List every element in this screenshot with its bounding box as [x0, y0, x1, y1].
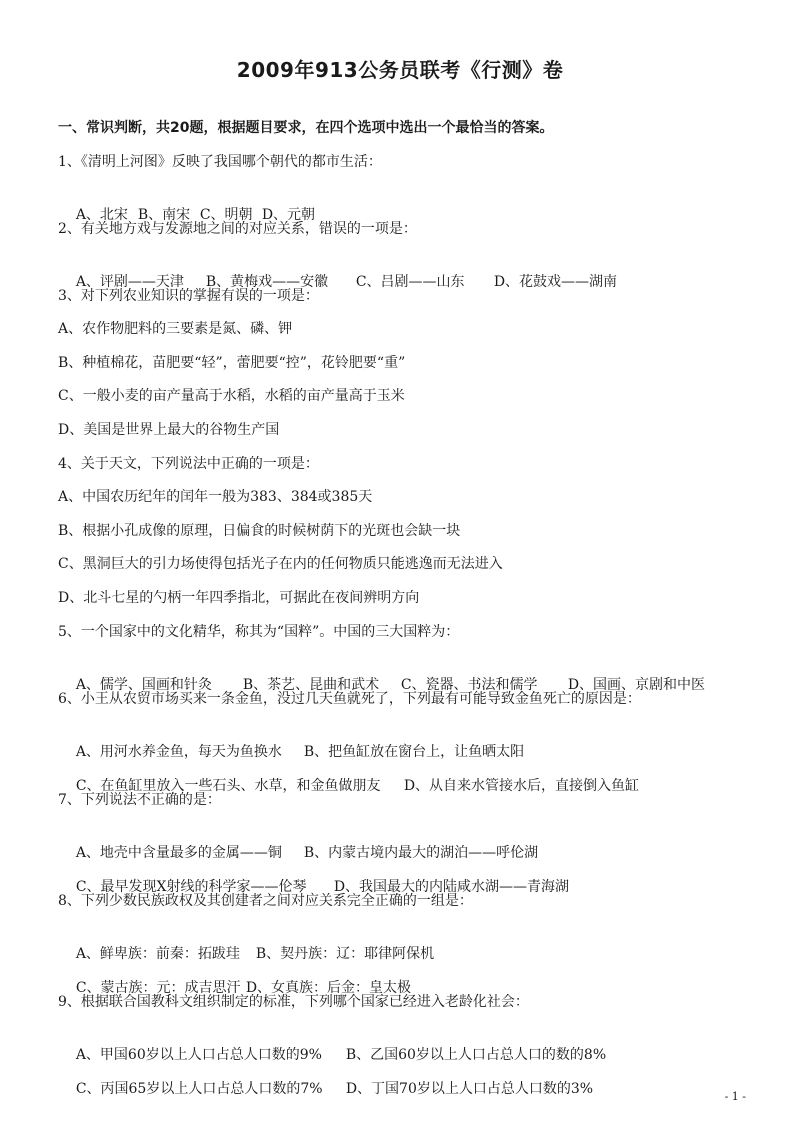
option-d: D、从自来水管接水后，直接倒入鱼缸 [403, 778, 640, 794]
option-b: B、把鱼缸放在窗台上，让鱼晒太阳 [303, 744, 525, 760]
question-4-stem: 4、关于天文，下列说法中正确的一项是： [58, 456, 319, 472]
question-1-stem: 1、《清明上河图》反映了我国哪个朝代的都市生活： [58, 154, 382, 170]
option-a: A、鲜卑族：前秦：拓跋珪 [75, 946, 240, 962]
option-c: C、丙国65岁以上人口占总人口数的7% [75, 1081, 323, 1097]
question-9-stem: 9、根据联合国教科文组织制定的标准，下列哪个国家已经进入老龄化社会： [58, 994, 529, 1010]
option-a: A、评剧——天津 [75, 274, 184, 290]
question-3-option-b: B、种植棉花，苗肥要“轻”，蕾肥要“控”，花铃肥要“重” [58, 355, 406, 371]
option-d: D、花鼓戏——湖南 [493, 274, 618, 290]
option-c: C、最早发现X射线的科学家——伦琴 [75, 879, 307, 895]
question-3-option-d: D、美国是世界上最大的谷物生产国 [58, 422, 280, 438]
option-c: C、在鱼缸里放入一些石头、水草，和金鱼做朋友 [75, 778, 381, 794]
option-d: D、我国最大的内陆咸水湖——青海湖 [333, 879, 570, 895]
option-c: C、蒙古族：元：成吉思汗 [75, 980, 241, 996]
question-4-option-a: A、中国农历纪年的闰年一般为383、384或385天 [58, 489, 373, 505]
option-b: B、南宋 [137, 207, 191, 223]
option-b: B、内蒙古境内最大的湖泊——呼伦湖 [303, 845, 539, 861]
page-title: 2009年913公务员联考《行测》卷 [236, 58, 564, 82]
question-7-stem: 7、下列说法不正确的是： [58, 792, 221, 808]
question-3-option-c: C、一般小麦的亩产量高于水稻，水稻的亩产量高于玉米 [58, 388, 405, 404]
option-c: C、瓷器、书法和儒学 [400, 677, 538, 693]
question-4-option-d: D、北斗七星的勺柄一年四季指北，可据此在夜间辨明方向 [58, 590, 420, 606]
question-3-stem: 3、对下列农业知识的掌握有误的一项是： [58, 288, 319, 304]
option-a: A、用河水养金鱼，每天为鱼换水 [75, 744, 282, 760]
question-5-stem: 5、一个国家中的文化精华，称其为“国粹”。中国的三大国粹为： [58, 624, 460, 640]
page-number: - 1 - [724, 1090, 746, 1103]
option-b: B、契丹族：辽：耶律阿保机 [255, 946, 435, 962]
option-a: A、北宋 [75, 207, 128, 223]
question-3-option-a: A、农作物肥料的三要素是氮、磷、钾 [58, 321, 293, 337]
question-9-options-cd [58, 1059, 593, 1119]
option-c: C、明朝 [199, 207, 253, 223]
option-b: B、黄梅戏——安徽 [205, 274, 329, 290]
option-c: C、吕剧——山东 [355, 274, 465, 290]
option-a: A、地壳中含量最多的金属——铜 [75, 845, 282, 861]
question-2-stem: 2、有关地方戏与发源地之间的对应关系，错误的一项是： [58, 221, 417, 237]
question-4-option-c: C、黑洞巨大的引力场使得包括光子在内的任何物质只能逃逸而无法进入 [58, 556, 503, 572]
option-b: B、茶艺、昆曲和武术 [242, 677, 380, 693]
question-6-stem: 6、小王从农贸市场买来一条金鱼，没过几天鱼就死了，下列最有可能导致金鱼死亡的原因是： [58, 691, 641, 707]
option-d: D、女真族：后金：皇太极 [245, 980, 412, 996]
option-a: A、甲国60岁以上人口占总人口数的9% [75, 1047, 322, 1063]
question-4-option-b: B、根据小孔成像的原理，日偏食的时候树荫下的光斑也会缺一块 [58, 523, 461, 539]
option-d: D、元朝 [261, 207, 316, 223]
option-a: A、儒学、国画和针灸 [75, 677, 212, 693]
option-d: D、国画、京剧和中医 [567, 677, 706, 693]
option-d: D、丁国70岁以上人口占总人口数的3% [345, 1081, 594, 1097]
option-b: B、乙国60岁以上人口占总人口的数的8% [345, 1047, 607, 1063]
section-heading: 一、常识判断，共20题，根据题目要求，在四个选项中选出一个最恰当的答案。 [58, 120, 554, 136]
question-8-stem: 8、下列少数民族政权及其创建者之间对应关系完全正确的一组是： [58, 893, 473, 909]
